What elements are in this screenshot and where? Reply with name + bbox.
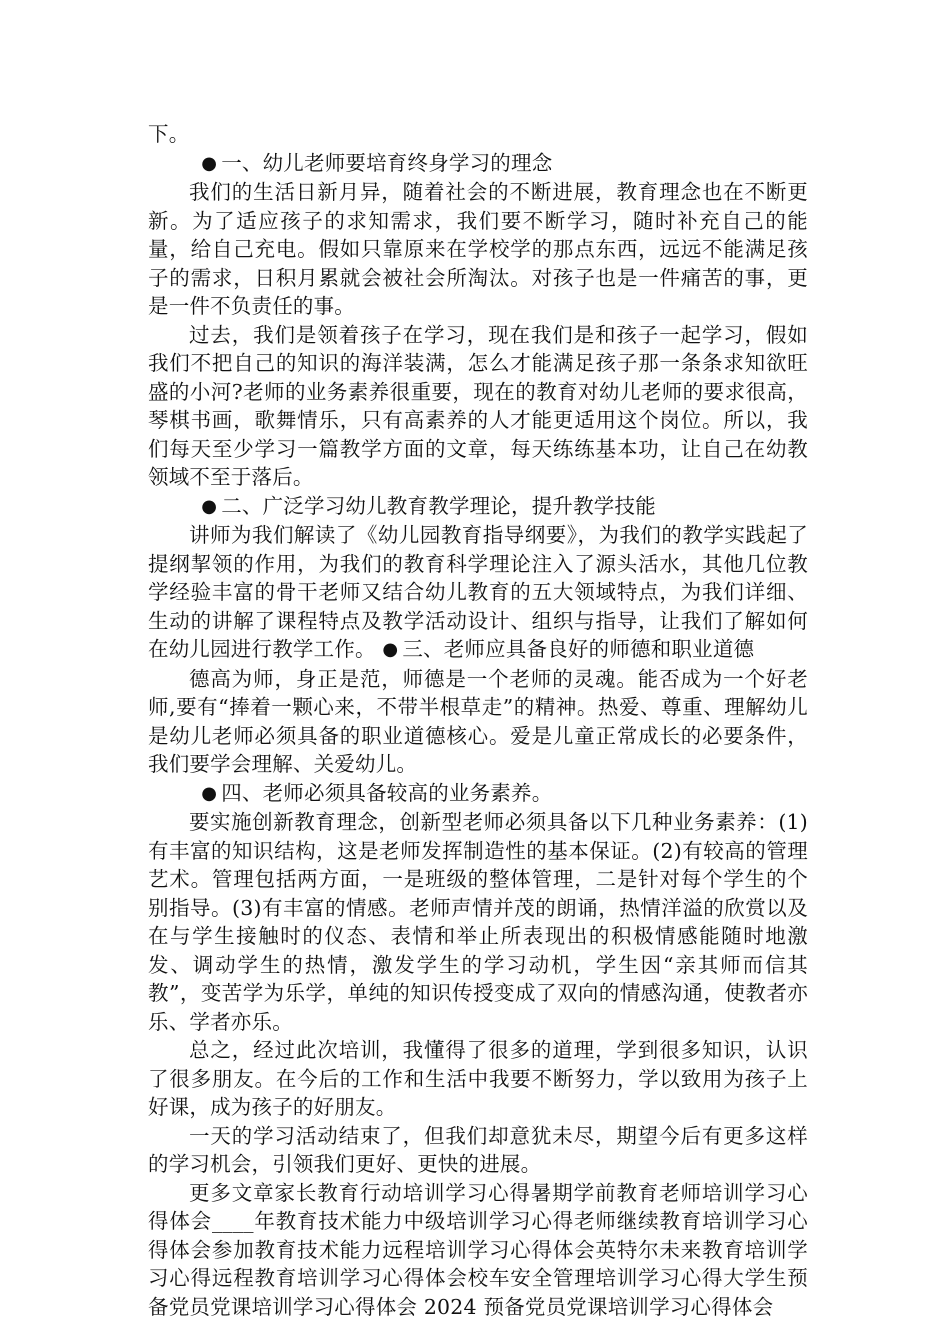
section-heading-2-text: 二、广泛学习幼儿教育教学理论，提升教学技能 [221, 493, 656, 518]
paragraph-7: 一天的学习活动结束了，但我们却意犹未尽，期望今后有更多这样的学习机会，引领我们更好、更快的进展。 [148, 1123, 808, 1176]
paragraph-6: 总之，经过此次培训，我懂得了很多的道理，学到很多知识，认识了很多朋友。在今后的工作和生活中我要不断努力，学以致用为孩子上好课，成为孩子的好朋友。 [148, 1038, 808, 1119]
opening-fragment: 下。 [148, 122, 190, 146]
bullet-icon: ● [201, 152, 218, 174]
bullet-icon: ● [382, 639, 399, 660]
related-articles-paragraph: 更多文章家长教育行动培训学习心得暑期学前教育老师培训学习心得体会____年教育技术能力中级培训学习心得老师继续教育培训学习心得体会参加教育技术能力远程培训学习心得体会英特尔未来教育培训学习心得远程教育培训学习心得体会校车安全管理培训学习心得大学生预备党员党课培训学习心得体会 2024 预备党员党课培训学习心得体会 [148, 1180, 808, 1319]
section-heading-4 [148, 779, 808, 809]
bullet-icon: ● [201, 495, 218, 517]
bullet-icon: ● [201, 782, 218, 804]
paragraph-4: 德高为师，身正是范，师德是一个老师的灵魂。能否成为一个好老师,要有“捧着一颗心来，不带半根草走”的精神。热爱、尊重、理解幼儿是幼儿老师必须具备的职业道德核心。爱是儿童正常成长的必要条件，我们要学会理解、关爱幼儿。 [148, 666, 808, 776]
paragraph-1: 我们的生活日新月异，随着社会的不断进展，教育理念也在不断更新。为了适应孩子的求知需求，我们要不断学习，随时补充自己的能量，给自己充电。假如只靠原来在学校学的那点东西，远远不能满足孩子的需求，日积月累就会被社会所淘汰。对孩子也是一件痛苦的事，更是一件不负责任的事。 [148, 180, 808, 318]
section-heading-1 [148, 149, 808, 179]
paragraph-5: 要实施创新教育理念，创新型老师必须具备以下几种业务素养：(1)有丰富的知识结构，这是老师发挥制造性的基本保证。(2)有较高的管理艺术。管理包括两方面，一是班级的整体管理，二是针对每个学生的个别指导。(3)有丰富的情感。老师声情并茂的朗诵，热情洋溢的欣赏以及在与学生接触时的仪态、表情和举止所表现出的积极情感能随时地激发、调动学生的热情，激发学生的学习动机，学生因“亲其师而信其教”，变苦学为乐学，单纯的知识传授变成了双向的情感沟通，使教者亦乐、学者亦乐。 [148, 810, 808, 1034]
paragraph-3-text: 讲师为我们解读了《幼儿园教育指导纲要》，为我们的教学实践起了提纲挈领的作用，为我们的教育科学理论注入了源头活水，其他几位教学经验丰富的骨干老师又结合幼儿教育的五大领域特点，为我们详细、生动的讲解了课程特点及教学活动设计、组织与指导，让我们了解如何在幼儿园进行教学工作。 [148, 523, 808, 661]
paragraph-2: 过去，我们是领着孩子在学习，现在我们是和孩子一起学习，假如我们不把自己的知识的海洋装满，怎么才能满足孩子那一条条求知欲旺盛的小河?老师的业务素养很重要，现在的教育对幼儿老师的要求很高，琴棋书画，歌舞情乐，只有高素养的人才能更适用这个岗位。所以，我们每天至少学习一篇教学方面的文章，每天练练基本功，让自己在幼教领域不至于落后。 [148, 322, 808, 489]
section-heading-1-text: 一、幼儿老师要培育终身学习的理念 [221, 150, 553, 175]
section-heading-4-text: 四、老师必须具备较高的业务素养。 [221, 780, 553, 805]
document-page [148, 120, 808, 1321]
paragraph-3 [148, 521, 808, 665]
section-heading-2 [148, 492, 808, 522]
section-heading-3-text: 三、老师应具备良好的师德和职业道德 [402, 637, 755, 661]
